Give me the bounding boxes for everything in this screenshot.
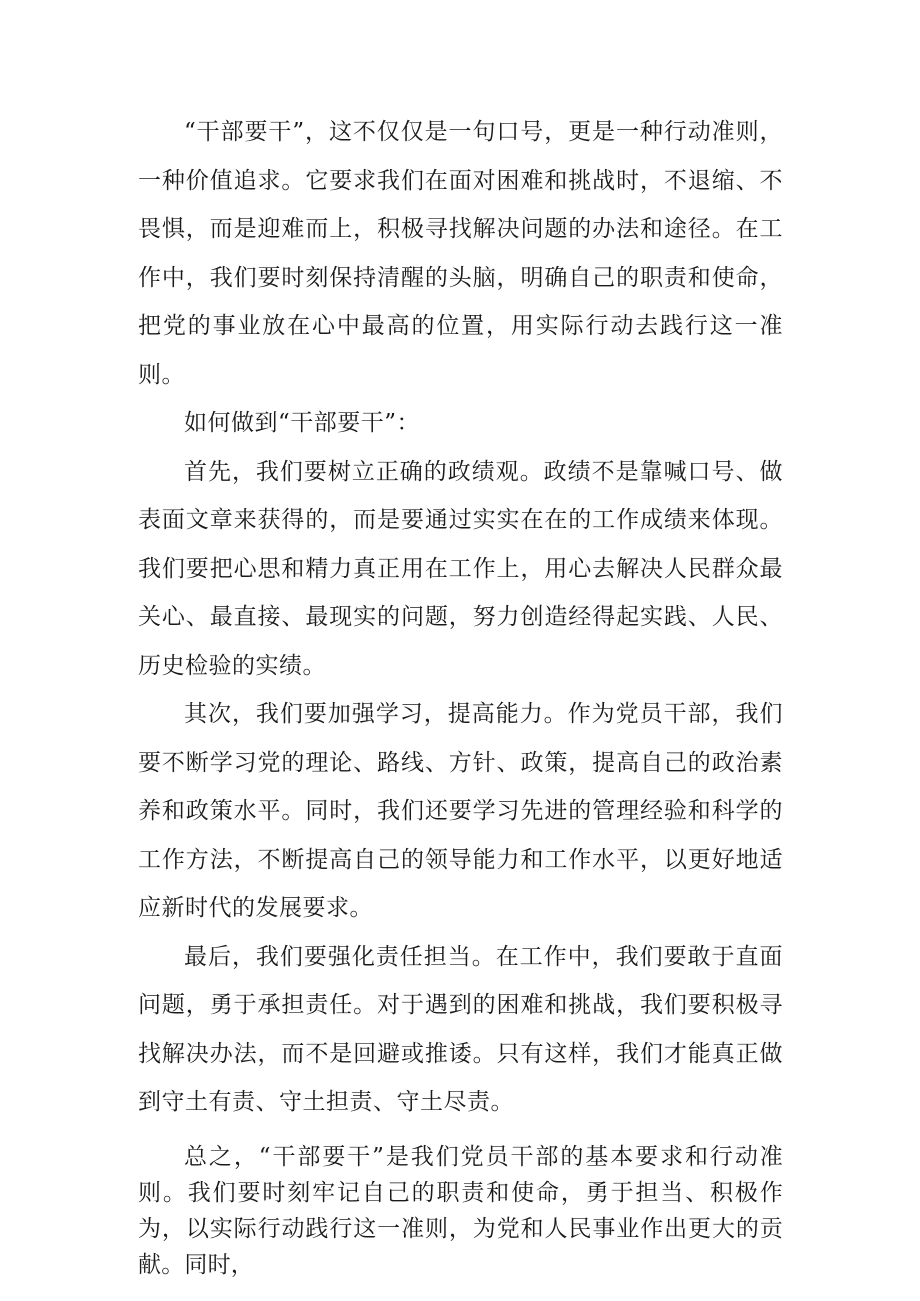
- paragraph-intro: “干部要干”，这不仅仅是一句口号，更是一种行动准则，一种价值追求。它要求我们在面对困难和挑战时，不退缩、不畏惧，而是迎难而上，积极寻找解决问题的办法和途径。在工作中，我们要时刻保持清醒的头脑，明确自己的职责和使命，把党的事业放在心中最高的位置，用实际行动去践行这一准则。: [138, 119, 783, 388]
- paragraph-second: 其次，我们要加强学习，提高能力。作为党员干部，我们要不断学习党的理论、路线、方针、政策，提高自己的政治素养和政策水平。同时，我们还要学习先进的管理经验和科学的工作方法，不断提高自己的领导能力和工作水平，以更好地适应新时代的发展要求。: [138, 701, 783, 921]
- document-body: [138, 108, 783, 1283]
- paragraph-last: 最后，我们要强化责任担当。在工作中，我们要敢于直面问题，勇于承担责任。对于遇到的困难和挑战，我们要积极寻找解决办法，而不是回避或推诿。只有这样，我们才能真正做到守土有责、守土担责、守土尽责。: [138, 943, 783, 1115]
- paragraph-conclusion: 总之，“干部要干”是我们党员干部的基本要求和行动准则。我们要时刻牢记自己的职责和使命，勇于担当、积极作为，以实际行动践行这一准则，为党和人民事业作出更大的贡献。同时，: [138, 1143, 783, 1278]
- paragraph-how-to-heading: 如何做到“干部要干”：: [184, 410, 421, 436]
- paragraph-first: 首先，我们要树立正确的政绩观。政绩不是靠喊口号、做表面文章来获得的，而是要通过实实在在的工作成绩来体现。我们要把心思和精力真正用在工作上，用心去解决人民群众最关心、最直接、最现实的问题，努力创造经得起实践、人民、历史检验的实绩。: [138, 458, 783, 679]
